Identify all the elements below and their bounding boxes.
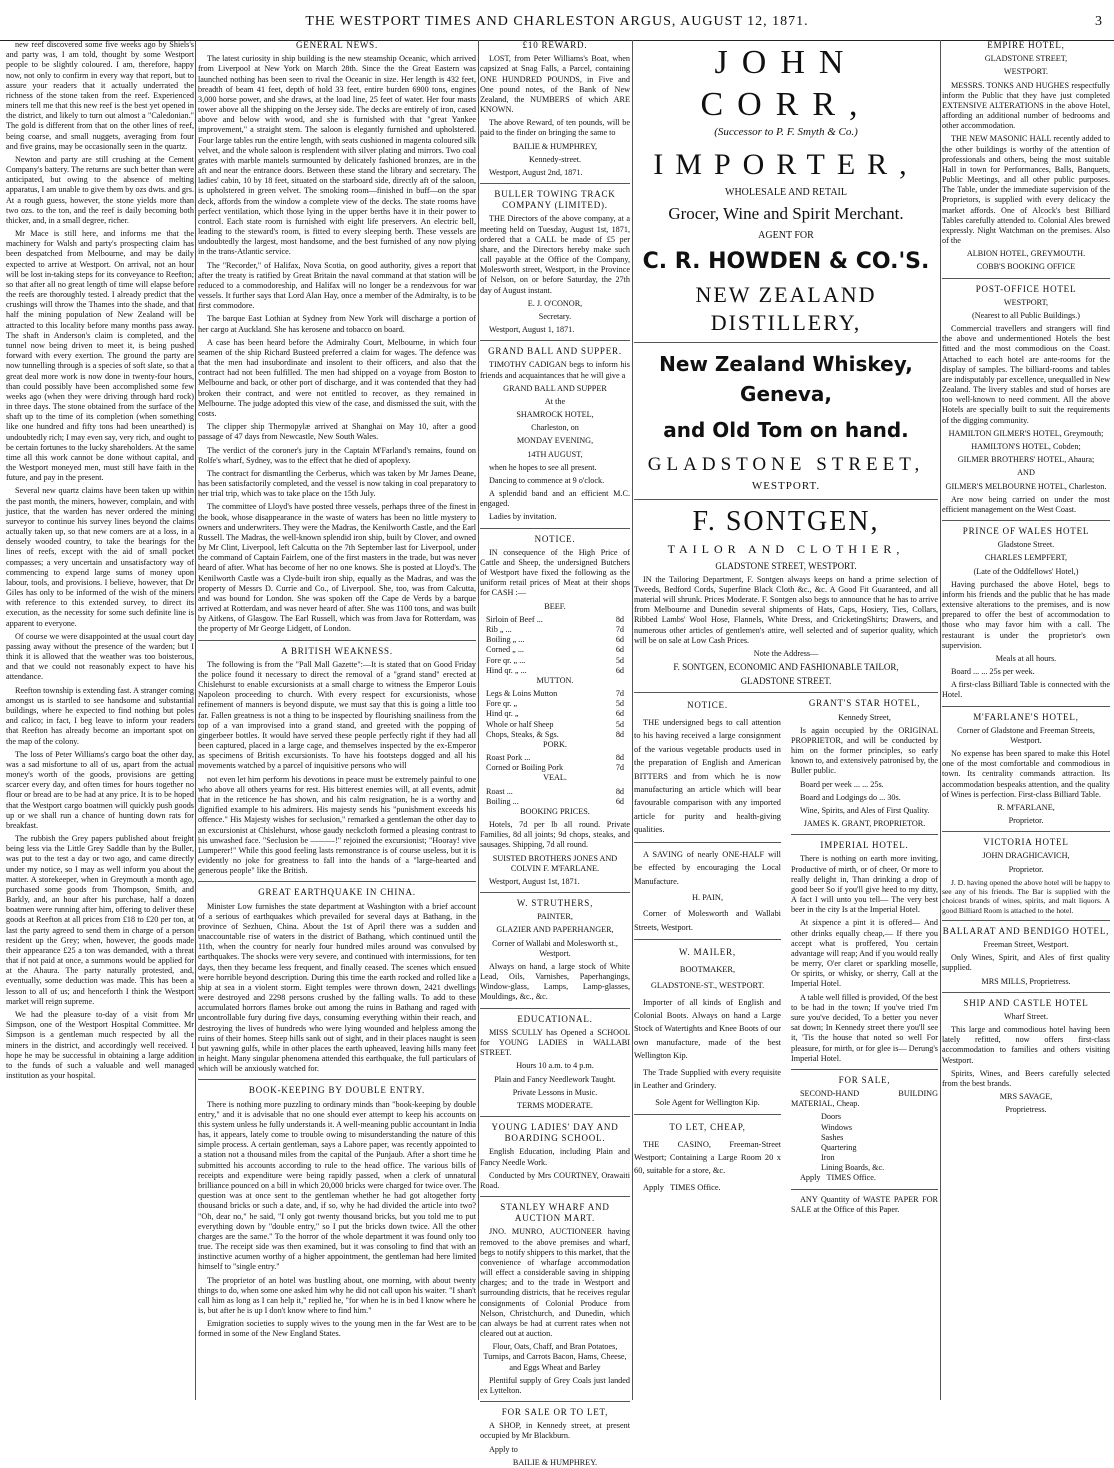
ad-text: MISS SCULLY has Opened a SCHOOL for YOUNG LADIES in WALLABI STREET. <box>480 1027 630 1058</box>
divider <box>198 881 476 882</box>
price-row <box>486 730 624 740</box>
ad-text: LOST, from Peter Williams's Boat, when capsized at Snag Falls, a Parcel, containing ONE HUNDRED POUNDS, in Five and One pound notes, of the Bank of New Zealand, the NUMBERS of which ARE KNOWN. <box>480 54 630 115</box>
article-paragraph: Of course we were disappointed at the usual court day passing away without the presence of the warden; but I think it is allowed that the weather was too boisterous, and that we could not reasonably expect to have his attendance. <box>6 631 194 682</box>
ad-text: Sole Agent for Wellington Kip. <box>655 1097 760 1107</box>
ad-text: SHAMROCK HOTEL, <box>516 410 594 420</box>
divider <box>480 1116 630 1117</box>
price-item: Corned „ ... <box>486 645 524 655</box>
ad-text: Wine, Spirits, and Ales of First Quality. <box>800 805 930 815</box>
ad-signature: SUISTED BROTHERS JONES AND COLVIN F. M'FARLANE. <box>492 853 618 873</box>
article-paragraph: The loss of Peter Williams's cargo boat the other day, was a sad misfortune to all of us, apart from the actual money's worth of the goods, provisions are getting scarcer every day, and often times for hours together no flour or bread are to be had at any price. It is to be hoped that the Westport cargo boatmen will quickly push goods up or we shall run a chance of hunting down rats for breakfast. <box>6 749 194 830</box>
ad-signature: Secretary. <box>538 311 572 321</box>
ad-text: Ladies by invitation. <box>489 512 557 522</box>
price-item: Fore qr. „ ... <box>486 655 526 665</box>
ad-heading: W. STRUTHERS, <box>516 898 594 909</box>
ad-text: Private Lessons in Music. <box>512 1087 598 1097</box>
price-value: 7d <box>615 625 624 634</box>
ad-text: A SAVING of nearly ONE-HALF will be effected by encouraging the Local Manufacture. <box>634 849 781 886</box>
article-paragraph: Minister Low furnishes the state department at Washington with a brief account of a serious of earthquakes which prevailed for several days at Bathang, in the province of Sezhuen, China. About the 1st of April there was a sudden and unaccountable rise of waters in the district of Bathang, which continued until the 11th, when the country for nearly four hundred miles around was convulsed by earthquakes. The shocks were very severe, and continued with intermissions, for ten days, then they became less frequent, and finally ceased. The scenes which ensued were horrible beyond description. During this time the earth rocked and rolled like a ship at sea in a violent storm. Eight temples were thrown down, 2421 dwellings were destroyed and 2298 persons crushed by the falling walls. To add to these accumulated horrors flames broke out among the ruins in Bathang and raged with uncontrollable fury during five days, consuming everything within their reach, and destroying the lives of hundreds who were lying wounded and helpless among the ruins of their homes. Steep hills sank out of sight, and in their places naught is seen but yawning gulfs, while in other places the earth upheaved, leaving hills many feet in height. Many singular phenomena attended this earthquake, the full particulars of which will be anxiously watched for. <box>198 901 476 1074</box>
divider <box>942 920 1110 921</box>
sontgen-headline: F. SONTGEN, <box>692 505 880 537</box>
ad-signature: JAMES K. GRANT, PROPRIETOR. <box>803 819 926 829</box>
ad-signature: MRS SAVAGE, <box>999 1092 1053 1102</box>
price-item: Corned or Boiling Pork <box>486 763 564 773</box>
section-heading: GENERAL NEWS. <box>295 40 379 50</box>
pork-price-list <box>480 753 630 773</box>
ad-signature: JOHN DRAGHICAVICH, <box>982 851 1070 861</box>
ad-heading: NOTICE. <box>687 700 728 711</box>
ad-heading: BULLER TOWING TRACK COMPANY (LIMITED). <box>494 189 616 211</box>
price-row <box>486 635 624 645</box>
divider <box>634 692 938 693</box>
ad-text: when he hopes to see all present. <box>489 462 597 472</box>
ad-signature: R. M'FARLANE, <box>997 802 1055 812</box>
article-paragraph: Newton and party are still crushing at the Cement Company's battery. The returns are such better than were anticipated, but owing to the absence of melting apparatus, I am unable to give them by ozs dwts. and grs. At a rough guess, however, the stone yields more than two ozs. to the ton, and the reef is daily becoming both thicker, and, in a small degree, richer. <box>6 154 194 225</box>
article-paragraph: Reefton township is extending fast. A stranger coming amongst us is startled to see handsome and substantial buildings, where he expected to find nothing but poles and calico; in fact, I beg leave to inform your readers that Reefton has already become an important spot on the map of the colony. <box>6 685 194 746</box>
ad-text: (Nearest to all Public Buildings.) <box>971 310 1080 320</box>
price-section-heading: BOOKING PRICES. <box>520 806 590 816</box>
ad-heading: BALLARAT AND BENDIGO HOTEL, <box>942 925 1110 936</box>
ad-heading: POST-OFFICE HOTEL <box>975 283 1077 294</box>
howden-headline: C. R. HOWDEN & CO.'S. <box>642 248 930 274</box>
ad-text: Always on hand, a large stock of White Lead, Oils, Varnishes, Paperhangings, Window-glass, Lamps, Lamp-glasses, Mouldings, &c., &c. <box>480 961 630 1002</box>
price-section-heading: PORK. <box>543 739 567 749</box>
article-paragraph: The proprietor of an hotel was bustling about, one morning, with about twenty things to do, when some one asked him why he did not call upon his waiter. "I shan't call him as long as I can help it," replied he, "for when he is in bed I know where he is, but after he is up I don't know where to find him." <box>198 1275 476 1316</box>
price-value: 7d <box>615 763 624 773</box>
ad-text: Conducted by Mrs COURTNEY, Orawaiti Road. <box>480 1170 630 1190</box>
price-value: 8d <box>615 786 624 796</box>
article-paragraph: The latest curiosity in ship building is the new steamship Oceanic, which arrived from Liverpool at New York on March 28th. Since the the Great Eastern was launched nothing has been seen to rival the Oceanic in size. Her length is 432 feet, breadth of beam 41 feet, depth of hold 33 feet, entire burden 6900 tons, engines 3,000 horse power, and she draws, at the load line, 25 feet of water. Her four masts tower above all the shipping on the Jersey side. The decks are entirely of iron, cased above and below with wood, and she is furnished with that "great Yankee improvement," a straight stem. The saloon is elegantly furnished and upholstered. Four large tables run the entire length, with seats cushioned in magenta coloured silk velvet, and the whole saloon is resplendent with silver plating and mirrors. Two coal grates with marble mantels surmounted by delicately fashioned bronzes, are in the aft and near the entrance doors. Between these stand the library and secretary. The ladies' cabin, 10 by 18 feet, situated on the starboard side, directly aft of the saloon, is upholstered in green velvet. The smoking room—finished in buff—on the spar deck, affords from the window a complete view of the decks. The state rooms have perfect ventilation, which those lying in the upper berths have it in their power to control. Each state room is furnished with eight life preservers. An electric bell, leading to the steward's room, is fitted to every sleeping berth. These vessels are undoubtedly the largest, most handsome, and the best furnished of any now plying in the trans-Atlantic service. <box>198 54 476 257</box>
price-row <box>486 709 624 719</box>
whiskey-headline: New Zealand Whiskey, Geneva, <box>659 351 913 406</box>
material-item: Quartering <box>821 1142 857 1152</box>
ad-verse: There is nothing on earth more inviting, Productive of mirth, or of cheer, Or more to really delight in, Than drinking a drop of good beer So if you'll give heed to my ditty, A fact I will unto you tell— The very best beer in the city Is at the Imperial Hotel. <box>791 854 938 915</box>
column-rule <box>195 40 196 1400</box>
ad-text: ALBION HOTEL, GREYMOUTH. <box>966 249 1086 259</box>
ad-text: Is again occupied by the ORIGINAL PROPRIETOR, and will be conducted by him on the former principles, so early known to, and extensively patronised by, the Buller public. <box>791 725 938 776</box>
price-item: Legs & Loins Mutton <box>486 689 558 699</box>
ad-address: WESTPORT. <box>1003 67 1049 77</box>
price-row <box>486 615 624 625</box>
price-value: 7d <box>615 689 624 699</box>
ad-text: J. D. having opened the above hotel will be happy to see any of his friends. The Bar is supplied with the choicest brands of wines, spirits, and malt liquors. A good Billiard Room is attached to the hotel. <box>942 877 1110 915</box>
ad-text: A first-class Billiard Table is connected with the Hotel. <box>942 680 1110 700</box>
price-value: 6d <box>615 796 624 806</box>
ad-heading: STANLEY WHARF AND AUCTION MART. <box>500 1202 610 1224</box>
mutton-price-list <box>480 689 630 740</box>
ad-date: Westport, August 1, 1871. <box>489 325 575 335</box>
ad-heading: W. MAILER, <box>679 947 736 958</box>
divider <box>480 1008 630 1009</box>
tailor-label: TAILOR AND CLOTHIER, <box>667 541 905 556</box>
ad-text: PAINTER, <box>537 912 573 922</box>
price-item: Sirloin of Beef ... <box>486 614 543 624</box>
divider <box>791 1069 938 1070</box>
distillery-headline: NEW ZEALAND DISTILLERY, <box>695 282 877 335</box>
divider <box>634 499 938 500</box>
ad-signature: Proprietress. <box>1005 1105 1047 1115</box>
article-paragraph: The committee of Lloyd's have posted three vessels, perhaps three of the finest in the book, whose disappearance in the waste of waters has been no little mystery to owners and underwriters. They were the Madras, the Kenilworth Castle, and the Earl Russell. The Madras, the well-known splendid iron ship, built by Clover, and owned by Mr Clint, Liverpool, left Calcutta on the 7th September last for Liverpool, under the command of Captain Fairlem, one of the first masters in the trade, but was never heard of after. What has become of her no one knows. She is posted at Lloyd's. The Kenilworth Castle was a Clyde-built iron ship, equally as the Madras, and was the property of Messrs D. Currie and Co., of Liverpool. She, too, was from Calcutta, and was bound for London. She was spoken off the Cape de Verds by a barque arrived at Rotterdam, and was never heard of after. She was 1100 tons, and was built by Aitkens, of Glasgow. The Earl Russell, which was from Java for Rotterdam, was the property of Mr George Lidgett, of London. <box>198 502 476 634</box>
ad-address: Kennedy Street, <box>838 712 891 722</box>
ad-address: Corner of Gladstone and Freeman Streets, Westport. <box>957 725 1095 745</box>
wholesale-label: WHOLESALE AND RETAIL <box>725 187 847 199</box>
price-item: Whole or half Sheep <box>486 719 554 729</box>
ad-text: ANY Quantity of WASTE PAPER FOR SALE at the Office of this Paper. <box>791 1194 938 1214</box>
ad-text: A splendid band and an efficient M.C. engaged. <box>480 489 630 509</box>
ad-text: Corner of Wallabi and Molesworth st., Westport. <box>492 938 618 958</box>
price-row <box>486 787 624 797</box>
office-label: TIMES Office. <box>670 1182 721 1192</box>
column-3 <box>480 40 630 1467</box>
ad-text: Spirits, Wines, and Beers carefully selected from the best brands. <box>942 1068 1110 1088</box>
apply-label: Apply <box>800 1173 821 1183</box>
ad-heading: GRANT'S STAR HOTEL, <box>808 698 921 709</box>
price-row <box>486 763 624 773</box>
column-rule <box>478 40 479 1400</box>
ad-heading: FOR SALE, <box>838 1074 891 1085</box>
ad-text: Meals at all hours. <box>995 653 1057 663</box>
ad-address: Gladstone Street. <box>997 540 1055 550</box>
ad-verse: A table well filled is provided, Of the best to be had in the town; If you've tried I'm sure you've decided, To a better you never sat down; In Kennedy street there you'll see it, 'Tis the house that noted so well For pleasure, for mirth, or for glee is— Derung's Imperial Hotel. <box>791 992 938 1063</box>
masthead <box>0 0 1114 41</box>
divider <box>198 1079 476 1080</box>
ad-heading: GRAND BALL AND SUPPER. <box>488 346 622 357</box>
material-item: Doors <box>821 1112 842 1122</box>
divider <box>791 834 938 835</box>
material-item: Sashes <box>821 1132 844 1142</box>
price-item: Fore qr. „ <box>486 699 518 709</box>
office-label: TIMES Office. <box>826 1173 876 1183</box>
ad-text: Flour, Oats, Chaff, and Bran Potatoes, Turnips, and Carrots Bacon, Hams, Cheese, and Eggs Wheat and Barley <box>483 1342 627 1372</box>
ad-text: Importer of all kinds of English and Colonial Boots. Always on hand a Large Stock of Watertights and Knee Boots of our own manufacture, made of the best Wellington Kip. <box>634 997 781 1061</box>
ad-text: IN consequence of the High Price of Cattle and Sheep, the undersigned Butchers of Westport have fixed the following as the uniform retail prices of Meat at their shops for CASH :— <box>480 547 630 598</box>
divider <box>634 342 938 343</box>
price-row <box>486 645 624 655</box>
ad-text: Hotels, 7d per lb all round. Private Families, 8d all joints; 9d chops, steaks, and sausages. Shipping, 7d all round. <box>480 820 630 850</box>
ad-signature: E. J. O'CONOR, <box>527 298 583 308</box>
ad-text: THE CASINO, Freeman-Street Westport; Containing a Large Room 20 x 60, suitable for a store, &c. <box>634 1139 781 1176</box>
divider <box>480 892 630 893</box>
price-row <box>486 656 624 666</box>
page-number: 3 <box>1095 14 1102 29</box>
ad-text: Corner of Molesworth and Wallabi Streets, Westport. <box>634 909 781 932</box>
ad-text: GLAZIER AND PAPERHANGER, <box>496 925 614 935</box>
material-item: Windows <box>821 1122 853 1132</box>
ad-text: IN the Tailoring Department, F. Sontgen always keeps on hand a prime selection of Tweeds, Bedford Cords, Superfine Black Cloth &c., &c. A Good Fit Guaranteed, and all material will shrunk. Prices Moderate. F. Sontgen also begs to announce that he has to arrive from Melbourne and Dunedin several shipments of Hats, Caps, Hosiery, Ties, Collars, Ribbed Lambs' Wool Hose, Flannels, White Dress, and CricketingShirts; Drawers, and numerous other articles of gentlemen's attire, well selected and of superior quality, which will be on sale at Low Cash Prices. <box>634 574 938 645</box>
ad-text <box>634 1181 781 1194</box>
ad-text: A SHOP, in Kennedy street, at present occupied by Mr Blackburn. <box>480 1421 630 1441</box>
divider <box>942 520 1110 521</box>
sontgen-address: GLADSTONE STREET, WESTPORT. <box>715 560 857 571</box>
price-item: Hind qr. „ ... <box>486 665 527 675</box>
ad-text: MESSRS. TONKS AND HUGHES respectfully inform the Public that they have just completed EXTENSIVE ALTERATIONS in the above Hotel, affording an additional number of bedrooms and other accommodation. <box>942 80 1110 131</box>
gladstone-street-label: GLADSTONE STREET, <box>647 453 925 475</box>
ad-heading: PRINCE OF WALES HOTEL <box>962 526 1090 537</box>
ad-signature: F. SONTGEN, ECONOMIC AND FASHIONABLE TAILOR, <box>673 662 899 673</box>
article-paragraph: We had the pleasure to-day of a visit from Mr Simpson, one of the Westport Hospital Committee. Mr Simpson is a gentleman much respected by all the miners in the district, and accordingly well received. I hope he may be successful in obtaining a large addition to the funds of such a valuable and well managed institution as your hospital. <box>6 1009 194 1081</box>
price-section-heading: MUTTON. <box>536 675 574 685</box>
article-paragraph: Mr Mace is still here, and informs me that the machinery for Walsh and party's prospecting claim has been despatched from Melbourne, and may be daily expected to arrive at Westport. On arrival, not an hour will be lost in-taking steps for its conveyance to Reefton; so that after all no great length of time will elapse before the reefs are thoroughly tested. I already predict that the crushings will throw the Thames into the shade, and that half the mining population of New Zealand will be attracted to this locality before many months pass away. The shaft in Anderson's claim is completed, and the tunnel now being driven to meet it, is being pushed forward with every exertion. The ground the party are now tunnelling through is a species of soft slate, so that a great deal more work is now done in twenty-four hours, than could possibly have been accomplished some few weeks ago (when they were driving through hard rock) in three days. The stone obtained from the surface of the shaft up to the time of its completion (when something like one hundred and fifty tons had been unearthed) is undoubtedly rich; I may even say, very rich, and ought to be certain fortunes to the lucky shareholders. At the same time all this work cannot be done without capital, and the Westport moneyed men, must still have faith in the future, and pay in the present. <box>6 229 194 483</box>
price-row <box>486 720 624 730</box>
ad-text: TERMS MODERATE. <box>517 1100 593 1110</box>
price-value: 8d <box>615 753 624 763</box>
ad-text: BOOTMAKER, <box>679 964 736 974</box>
price-value: 8d <box>615 729 624 739</box>
price-item: Rib „ ... <box>486 625 512 634</box>
ad-signature: BAILIE & HUMPHREY, <box>512 141 598 151</box>
veal-price-list <box>480 787 630 807</box>
ad-text: TIMOTHY CADIGAN begs to inform his friends and acquaintances that he will give a <box>480 360 630 380</box>
ad-text: (Late of the Oddfellows' Hotel,) <box>973 566 1079 576</box>
ad-text: GLADSTONE-ST., WESTPORT. <box>650 981 765 991</box>
ad-text: HAMILTON'S HOTEL, Cobden; <box>971 441 1081 451</box>
article-paragraph: new reef discovered some five weeks ago by Shiels's and party was, I am told, thought by some Westport people to be slightly coloured. I am, therefore, happy now, not only to confirm in every way that report, but to assure your readers that it actually underrated the richness of the stone taken from the reef. Experienced miners tell me that this new reef is the best yet opened in the district, and likely to turn out almost a "Caledonian." The gold is different from that on the other lines of reef, being coarse, and small nuggets, averaging from four and five grains, may be occasionally seen in the quartz. <box>6 40 194 151</box>
ad-text: At the <box>544 396 566 406</box>
ad-signature: Proprietor. <box>1008 864 1044 874</box>
divider <box>480 340 630 341</box>
article-paragraph: The following is from the "Pall Mall Gazette":—It is stated that on Good Friday the police found it necessary to direct the removal of a "grand stand" erected at Chislehurst to enable excursionists at a small charge to witness the Emperor Louis Napoleon proceeding to church. With every respect for excursionists, whose refinement of manners is beyond dispute, we must say that this is going a little too far. Fallen greatness is not a thing to be inspected by flourishing snailiness from the top of a van improvised into a grand stand, and greeted with the popping of gingerbeer bottles. It would have served these people perfectly right if they had all been captured, placed in a large cage, and themselves inspected by the ex-Emperor as specimens of British excursionists. To have his footsteps dogged and all his movements watched by a parcel of inquisitive persons who will <box>198 659 476 771</box>
ad-heading: SHIP AND CASTLE HOTEL <box>963 997 1089 1008</box>
ad-text: The Trade Supplied with every requisite in Leather and Grindery. <box>634 1067 781 1091</box>
price-section-heading: VEAL. <box>543 773 567 783</box>
ad-text: MONDAY EVENING, <box>516 436 594 446</box>
section-heading: A BRITISH WEAKNESS. <box>281 645 393 656</box>
ad-text: Charleston, on <box>531 423 579 433</box>
ad-date: Westport, August 2nd, 1871. <box>489 167 583 177</box>
ad-heading: M'FARLANE'S HOTEL, <box>973 711 1079 722</box>
price-item: Boiling ... <box>486 796 519 806</box>
divider <box>942 831 1110 832</box>
price-row <box>486 666 624 676</box>
article-paragraph: The barque East Lothian at Sydney from New York will discharge a portion of her cargo at Auckland. She has kerosene and tobacco on board. <box>198 314 476 334</box>
divider <box>480 1401 630 1402</box>
article-paragraph: Emigration societies to supply wives to the young men in the far West are to be formed in some of the New England States. <box>198 1319 476 1339</box>
ad-signature: Proprietor. <box>1008 816 1044 826</box>
corr-successor: (Successor to P. F. Smyth & Co.) <box>714 126 858 139</box>
ad-text <box>791 1173 938 1183</box>
ad-text: 14TH AUGUST, <box>527 449 583 459</box>
whiskey-headline: and Old Tom on hand. <box>663 417 909 442</box>
article-paragraph: Several new quartz claims have been taken up within the past month, the miners, however, complain, and with justice, that the warden has never ordered the mining surveyor to continue his survey lines beyond the claims actually taken up, so that new comers are at a loss, in a densely wooded country, to take the bearings for the lines of reefs, except with the aid of small pocket compasses; a very uncertain and unsatisfactory way of commencing to expend large sums of money upon labour, tools, and provisions. I believe, however, that Dr Giles has only to be informed of the wish of the miners with reference to this extended survey, to direct its execution, as the necessity for some such definite line is apparent to everyone. <box>6 486 194 628</box>
column-4 <box>634 40 938 1398</box>
ad-text: Dancing to commence at 9 o'clock. <box>489 475 605 485</box>
price-section-heading: BEEF. <box>544 601 566 611</box>
divider <box>791 1189 938 1190</box>
price-item: Roast ... <box>486 786 513 796</box>
divider <box>480 183 630 184</box>
material-list <box>791 1112 938 1173</box>
ad-text: THE Directors of the above company, at a meeting held on Tuesday, August 1st, 1871, ordered that a CALL be made of £5 per share, and the Directors hereby make such call payable at the Office of the Company, Molesworth street, Westport, in the Province of Nelson, on or before Saturday, the 27th day of August instant. <box>480 214 630 295</box>
ad-signature: MRS MILLS, Proprietress. <box>981 976 1071 986</box>
ad-address: WESTPORT, <box>1003 297 1049 307</box>
ad-text: Board ... ... 25s per week. <box>951 667 1035 677</box>
price-row <box>486 689 624 699</box>
newspaper-title: THE WESTPORT TIMES AND CHARLESTON ARGUS, AUGUST 12, 1871. <box>305 14 809 29</box>
ad-address: GLADSTONE STREET, <box>984 54 1068 64</box>
material-item: Lining Boards, &c. <box>821 1163 885 1173</box>
price-value: 6d <box>615 645 624 655</box>
ad-text: GRAND BALL AND SUPPER <box>503 383 607 393</box>
article-paragraph: The contract for dismantling the Cerberus, which was taken by Mr James Deane, has been satisfactorily completed, and the vessel is now taking in coal preparatory to her trial trip, which was to take place on the 15th July. <box>198 468 476 499</box>
ad-text: Are now being carried on under the most efficient management on the West Coast. <box>942 494 1110 514</box>
ad-signature: GLADSTONE STREET. <box>740 676 832 687</box>
article-paragraph: The "Recorder," of Halifax, Nova Scotia, on good authority, gives a report that after the treaty is ratified by Great Britain the naval command at that station will be reduced to a commodoreship, and Halifax will no longer be a rendezvous for war vessels. It further says that Lord Alan Hay, once a member of the Admiralty, is to be first commodore. <box>198 260 476 311</box>
material-item: Iron <box>821 1153 835 1163</box>
price-row <box>486 753 624 763</box>
ad-heading: EMPIRE HOTEL, <box>987 40 1065 50</box>
divider <box>634 842 781 843</box>
ad-text: This large and commodious hotel having been lately refitted, now offers first-class accommodation to families and others visiting Westport. <box>942 1025 1110 1065</box>
ad-text: JNO. MUNRO, AUCTIONEER having removed to the above premises and wharf, begs to notify shippers to this market, that the convenience of wharfage accommodation will effect a considerable saving in shipping charges; and to the trade in Westport and surrounding districts, that he receives regular consignments of Colonial Produce from Nelson, Christchurch, and Dunedin, which can always be had at current rates when not cleared out at auction. <box>480 1227 630 1339</box>
ad-text: THE NEW MASONIC HALL recently added to the other buildings is worthy of the attention of professionals and others, being the most suitable Hall in town for Performances, Balls, Banquets, Public Meetings, and all other public purposes. The Table, under the immediate supervision of the Proprietors, is supplied with every delicacy the market affords. One of Alcock's best Billiard Tables carefully attended to. Colonial Ales brewed expressly. Night Watchman on the premises. Also of the <box>942 134 1110 246</box>
column-rule <box>632 40 633 1400</box>
ad-text: Board per week ... ... 25s. <box>800 779 884 789</box>
ad-text: GILMER BROTHERS' HOTEL, Ahaura; <box>957 455 1095 465</box>
article-paragraph: The clipper ship Thermopylæ arrived at Shanghai on May 10, after a good passage of 47 days from Newcastle, New South Wales. <box>198 422 476 442</box>
article-paragraph: The rubbish the Grey papers published about freight being less via the Little Grey Saddle than by the Buller, was put to the test a day or two ago, and came directly under my notice, so I may as well inform you about the matter. A storekeeper, when in Greymouth a month ago, purchased some goods from Thompson, Smith, and Barkly, and, an hour after his purchase, half a dozen boatmen were running after him, offering to deliver these goods at Reefton at all prices from £18 to £20 per ton, at last the party agreed to send them in charge of a person resident up the Grey; when, however, the goods made their appearance £25 a ton was demanded, with a threat that if not paid at once, a summons would be applied for at the Ahaura. The party naturally protested, and, eventually, some deduction was made. This has been a lesson to all of us; and henceforth I think the Westport market will reign supreme. <box>6 834 194 1006</box>
ad-verse: At sixpence a pint it is offered— And other drinks equally cheap,— If there you accept what is proffered, You certain advantage will reap; And if you would really be merry, O'er claret or sparkling moselle, Or spirits, or whisky, or sherry, Call at the Imperial Hotel. <box>791 918 938 989</box>
ad-text: English Education, including Plain and Fancy Needle Work. <box>480 1147 630 1167</box>
price-row <box>486 797 624 807</box>
westport-label: WESTPORT. <box>751 480 821 493</box>
article-paragraph: There is nothing more puzzling to ordinary minds than "book-keeping by double entry," and it is advisable that no one should ever attempt to keep his accounts on this system unless he fully understands it. A well-meaning public accountant in India has, it appears, lately come to trouble owing to misunderstanding the nature of this simple process. A certain gentleman, says a Lahore paper, was recently appointed to a station not a thousand miles from the capital of the Punjaub. After a short time he submitted his accounts according to rule to the head office. The various bills of receipts and expenditure were being rapidly passed, when a clerk of unnatural brilliance pounced on a bill in which 20,000 bricks were charged for twice over. The question was at once sent to the gentleman whether he had got altogether forty thousand bricks or such a date, and, if so, why he had divided the article into two? "Oh, dear no," he said, "I only got twenty thousand bricks, but you told me to put everything down by "double entry," so I put the bricks down twice. All the other charges are the same." To the horror of the whole department it was found only too true. The receipt side was then examined, but it was consoling to find that with an instinctive acumen worthy of a higher appointment, the gentleman had here limited himself to "single entry." <box>198 1099 476 1272</box>
price-item: Chops, Steaks, & Sgs. <box>486 729 559 739</box>
ad-text: Having purchased the above Hotel, begs to inform his friends and the public that he has made extensive alterations to the premises, and is now prepared to offer the best of accommodation to those who may favor him with a call. The restaurant is under the proprietor's own supervision. <box>942 579 1110 650</box>
column-5 <box>942 40 1110 1398</box>
column-1 <box>6 40 194 1398</box>
column-2 <box>198 40 476 1398</box>
section-heading: GREAT EARTHQUAKE IN CHINA. <box>258 887 416 898</box>
corr-headline: JOHN CORR, <box>700 44 872 124</box>
article-paragraph: not even let him perform his devotions in peace must be extremely painful to one who above all others yearns for rest. His bitterest enemies will, at all events, admit that in the reticence he has shown, and his calm resignation, he is a worthy and dignified example to his admirers. His majesty sends his "punishment exceeds his offence." His Majesty wishes for seclusion," remarked a gentleman the other day to an excursionist at Chislehurst, whose gaudy neckcloth formed a pleasing contrast to his unwashed face. "Seclusion be ———!" rejoined the excursionist; "Hooray! vive Lumperer!" While this good feeling lasts remonstrance is of course useless, but it is evidently no joke for greatness to fall into the hands of a "large-hearted and generous people" like the British. <box>198 774 476 876</box>
ad-text: COBB'S BOOKING OFFICE <box>976 262 1076 272</box>
agent-label: AGENT FOR <box>758 229 814 241</box>
ad-signature: CHARLES LEMPFERT, <box>984 553 1068 563</box>
ad-heading: TO LET, CHEAP, <box>669 1122 746 1133</box>
ad-text: Plentiful supply of Grey Coals just landed ex Lyttelton. <box>480 1375 630 1395</box>
price-item: Roast Pork ... <box>486 753 531 763</box>
ad-text: SECOND-HAND BUILDING MATERIAL, Cheap. <box>791 1089 938 1109</box>
divider <box>480 1196 630 1197</box>
importer-headline: IMPORTER, <box>653 147 919 181</box>
article-paragraph: A case has been heard before the Admiralty Court, Melbourne, in which four seamen of the ship Richard Busteed preferred a claim for wages. The defence was that the men had insubordinate and insolent to their officers, and also that the contract had not been fulfilled. The men had shipped on a voyage from Boston to Melbourne and back, or other port of discharge, and it was contended that they had broken their contract, and were not entitled to recover, as they remained in Melbourne. The judge adopted this view of the case, and dismissed the suit, with the costs. <box>198 337 476 418</box>
divider <box>942 992 1110 993</box>
price-value: 5d <box>615 655 624 665</box>
grocer-label: Grocer, Wine and Spirit Merchant. <box>668 203 904 223</box>
ad-address: Kennedy-street. <box>528 154 582 164</box>
price-value: 8d <box>615 614 624 624</box>
ad-text: The above Reward, of ten pounds, will be paid to the finder on bringing the same to <box>480 118 630 138</box>
price-value: 6d <box>615 635 624 645</box>
price-value: 5d <box>615 699 624 709</box>
ad-text: GILMER'S MELBOURNE HOTEL, Charleston. <box>945 481 1107 491</box>
price-item: Boiling „ ... <box>486 635 525 645</box>
divider <box>634 939 781 940</box>
price-value: 6d <box>615 665 624 675</box>
ad-heading: VICTORIA HOTEL <box>983 837 1069 848</box>
left-sub-column <box>634 698 781 1218</box>
ad-signature: H. PAIN, <box>691 893 724 903</box>
ad-text: No expense has been spared to make this Hotel one of the most comfortable and commodious in town. Its centrality commands attraction. Its accommodation bespeaks attention, and the quality of Wines is perfection. First-class Billiard Table. <box>942 749 1110 799</box>
ad-text: THE undersigned begs to call attention to his having received a large consignment of the various vegetable products used in the preparation of English and American BITTERS and from which he is now manufacturing an article which will bear favourable comparison with any imported article for purity and health-giving qualities. <box>634 717 781 835</box>
beef-price-list <box>480 615 630 676</box>
price-row <box>486 699 624 709</box>
price-value: 6d <box>615 709 624 719</box>
divider <box>942 278 1110 279</box>
ad-heading: NOTICE. <box>534 533 576 544</box>
ad-text: Hours 10 a.m. to 4 p.m. <box>516 1061 594 1071</box>
ad-text: Apply to <box>489 1444 518 1454</box>
price-value: 5d <box>615 719 624 729</box>
ad-text: HAMILTON GILMER'S HOTEL, Greymouth; <box>948 428 1104 438</box>
divider <box>942 706 1110 707</box>
ad-address: Freeman Street, Westport. <box>983 940 1069 950</box>
ad-text: AND <box>1017 468 1035 478</box>
divider <box>198 640 476 641</box>
ad-address: Wharf Street. <box>1003 1011 1049 1021</box>
ad-text: Board and Lodgings do ... 30s. <box>800 792 901 802</box>
ad-heading: £10 REWARD. <box>522 40 588 50</box>
ad-heading: FOR SALE OR TO LET, <box>501 1407 609 1418</box>
apply-label: Apply <box>643 1182 664 1192</box>
price-item: Hind qr. „ <box>486 709 519 719</box>
ad-text: Note the Address— <box>753 648 819 658</box>
ad-signature: BAILIE & HUMPHREY. <box>512 1457 598 1467</box>
divider <box>634 1114 781 1115</box>
ad-heading: IMPERIAL HOTEL. <box>820 840 909 851</box>
right-sub-column <box>791 698 938 1218</box>
divider <box>480 528 630 529</box>
price-row <box>486 625 624 635</box>
ad-heading: YOUNG LADIES' DAY AND BOARDING SCHOOL. <box>491 1122 619 1144</box>
column-rule <box>940 40 941 1400</box>
ad-text: Only Wines, Spirit, and Ales of first quality supplied. <box>942 953 1110 973</box>
ad-text: Plain and Fancy Needlework Taught. <box>494 1074 616 1084</box>
article-paragraph: The verdict of the coroner's jury in the Captain M'Farland's remains, found on Rolfe's wharf, Sydney, was to the effect that he died of apoplexy. <box>198 445 476 465</box>
ad-text: Commercial travellers and strangers will find the above and undermentioned Hotels the best fitted and the most commodious on the Coast. Attached to each hotel are ante-rooms for the display of samples. The billiard-rooms and tables are indisputably par excellence, unequalled in New Zealand. The livery stables and stud of horses are too well-known to need comment. All the above Hotels are specially built to suit the requirements of the digging community. <box>942 324 1110 425</box>
section-heading: BOOK-KEEPING BY DOUBLE ENTRY. <box>248 1085 426 1096</box>
ad-date: Westport, August 1st, 1871. <box>489 876 580 886</box>
ad-heading: EDUCATIONAL. <box>517 1013 593 1024</box>
